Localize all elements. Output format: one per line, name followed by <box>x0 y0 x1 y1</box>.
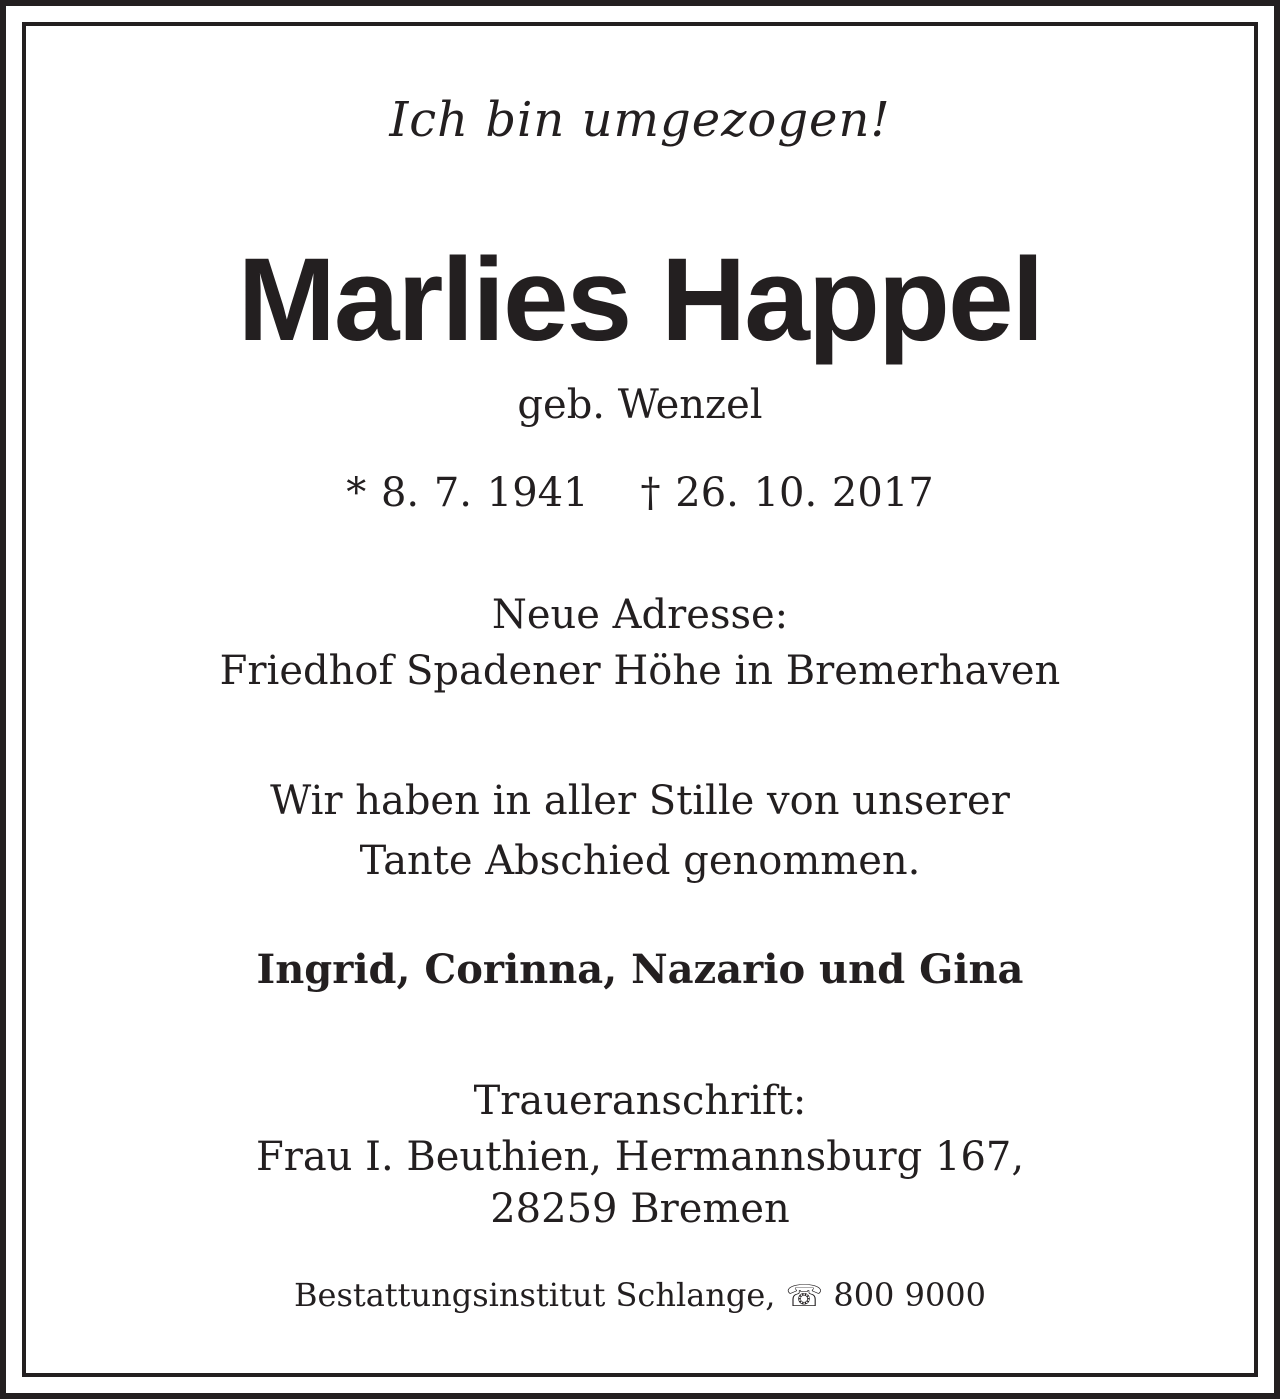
funeral-home-line <box>0 1276 1280 1314</box>
new-address-label: Neue Adresse: <box>491 592 789 638</box>
mourning-address-line-2: 28259 Bremen <box>490 1186 790 1232</box>
phone-number: 800 9000 <box>833 1276 987 1314</box>
deceased-name: Marlies Happel <box>237 234 1043 366</box>
message-line-2: Tante Abschied genommen. <box>359 838 921 884</box>
birth-date: * 8. 7. 1941 <box>346 470 589 516</box>
life-dates <box>0 470 1280 516</box>
new-address: Friedhof Spadener Höhe in Bremerhaven <box>219 648 1061 694</box>
message-line-1: Wir haben in aller Stille von unserer <box>270 778 1010 824</box>
death-date: † 26. 10. 2017 <box>640 470 934 516</box>
intro-text: Ich bin umgezogen! <box>389 92 891 148</box>
signers: Ingrid, Corinna, Nazario und Gina <box>256 946 1024 993</box>
funeral-home: Bestattungsinstitut Schlange, <box>293 1276 776 1314</box>
maiden-name: geb. Wenzel <box>517 382 763 428</box>
mourning-address-label: Traueranschrift: <box>473 1078 807 1124</box>
telephone-icon: ☏ <box>785 1279 824 1314</box>
mourning-address-line-1: Frau I. Beuthien, Hermannsburg 167, <box>255 1134 1025 1180</box>
